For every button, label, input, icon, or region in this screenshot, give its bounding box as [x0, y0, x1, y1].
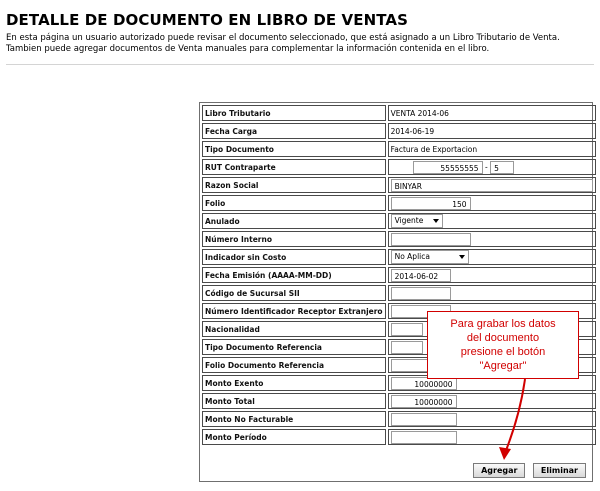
row-rut-contraparte: [202, 159, 596, 175]
row-monto-total: [202, 393, 596, 409]
label-numero-interno: Número Interno: [202, 231, 386, 247]
chevron-down-icon: [459, 255, 465, 259]
label-monto-total: Monto Total: [202, 393, 386, 409]
callout-line-1: Para grabar los datos: [450, 318, 556, 330]
chevron-down-icon: [433, 219, 439, 223]
monto-periodo-input[interactable]: [391, 431, 457, 444]
callout-line-3: presione el botón: [460, 346, 546, 358]
label-fecha-carga: Fecha Carga: [202, 123, 386, 139]
monto-no-facturable-input[interactable]: [391, 413, 457, 426]
page-title: DETALLE DE DOCUMENTO EN LIBRO DE VENTAS: [6, 11, 409, 29]
indicador-selected-value: No Aplica: [394, 252, 430, 261]
label-tipo-documento: Tipo Documento: [202, 141, 386, 157]
label-monto-no-facturable: Monto No Facturable: [202, 411, 386, 427]
label-indicador-sin-costo: Indicador sin Costo: [202, 249, 386, 265]
instruction-callout: [427, 311, 579, 379]
description-line-1: En esta página un usuario autorizado puede revisar el documento seleccionado, que está asignado a un Libro Tributario de Venta.: [6, 33, 560, 43]
label-monto-periodo: Monto Período: [202, 429, 386, 445]
codigo-sucursal-input[interactable]: [391, 287, 451, 300]
row-indicador-sin-costo: [202, 249, 596, 265]
razon-social-input[interactable]: BINYAR: [391, 179, 593, 192]
numero-interno-input[interactable]: [391, 233, 471, 246]
label-folio-doc-referencia: Folio Documento Referencia: [202, 357, 386, 373]
header-separator: [6, 64, 594, 65]
label-libro-tributario: Libro Tributario: [202, 105, 386, 121]
rut-separator: -: [484, 162, 488, 171]
document-fields-table: [200, 103, 598, 447]
label-monto-exento: Monto Exento: [202, 375, 386, 391]
value-tipo-documento: Factura de Exportacion: [388, 141, 596, 157]
indicador-sin-costo-select[interactable]: [391, 250, 469, 264]
callout-line-2: del documento: [466, 332, 540, 344]
row-libro-tributario: [202, 105, 596, 121]
row-fecha-carga: [202, 123, 596, 139]
label-tipo-doc-referencia: Tipo Documento Referencia: [202, 339, 386, 355]
callout-line-4: "Agregar": [479, 360, 527, 372]
nacionalidad-input[interactable]: [391, 323, 423, 336]
row-fecha-emision: [202, 267, 596, 283]
description-line-2: Tambien puede agregar documentos de Venta manuales para complementar la información contenida en el libro.: [6, 44, 490, 54]
value-libro-tributario: VENTA 2014-06: [388, 105, 596, 121]
label-razon-social: Razon Social: [202, 177, 386, 193]
label-numero-identificador: Número Identificador Receptor Extranjero: [202, 303, 386, 319]
label-fecha-emision: Fecha Emisión (AAAA-MM-DD): [202, 267, 386, 283]
value-fecha-carga: 2014-06-19: [388, 123, 596, 139]
document-form: [199, 102, 593, 482]
folio-input[interactable]: 150: [391, 197, 471, 210]
agregar-button[interactable]: Agregar: [473, 463, 525, 478]
monto-exento-input[interactable]: 10000000: [391, 377, 457, 390]
row-monto-periodo: [202, 429, 596, 445]
rut-dv-input[interactable]: 5: [490, 161, 514, 174]
anulado-select[interactable]: [391, 214, 443, 228]
row-codigo-sucursal: [202, 285, 596, 301]
monto-total-input[interactable]: 10000000: [391, 395, 457, 408]
fecha-emision-input[interactable]: 2014-06-02: [391, 269, 451, 282]
row-monto-no-facturable: [202, 411, 596, 427]
row-anulado: [202, 213, 596, 229]
anulado-selected-value: Vigente: [394, 216, 424, 225]
tipo-doc-referencia-input[interactable]: [391, 341, 423, 354]
label-codigo-sucursal: Código de Sucursal SII: [202, 285, 386, 301]
row-folio: [202, 195, 596, 211]
label-rut-contraparte: RUT Contraparte: [202, 159, 386, 175]
eliminar-button[interactable]: Eliminar: [533, 463, 586, 478]
row-tipo-documento: [202, 141, 596, 157]
row-razon-social: [202, 177, 596, 193]
page-description: [6, 33, 594, 55]
label-folio: Folio: [202, 195, 386, 211]
row-numero-interno: [202, 231, 596, 247]
label-nacionalidad: Nacionalidad: [202, 321, 386, 337]
rut-number-input[interactable]: 55555555: [413, 161, 483, 174]
form-actions: [470, 460, 586, 478]
label-anulado: Anulado: [202, 213, 386, 229]
